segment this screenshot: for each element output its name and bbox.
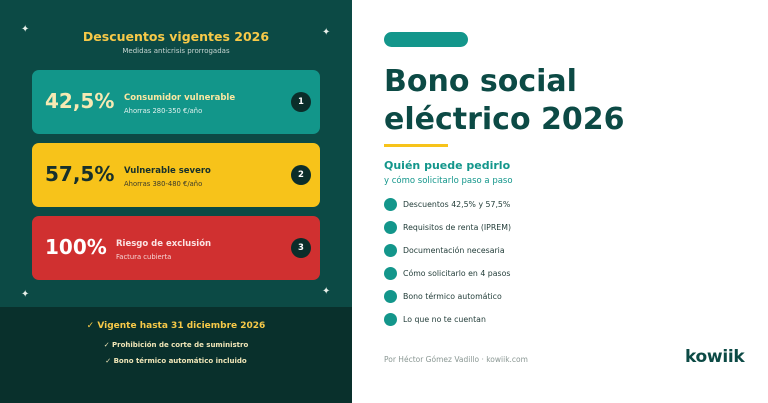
bullet-dot-icon — [384, 267, 397, 280]
card-number-badge: 3 — [291, 238, 311, 258]
bullet-dot-icon — [384, 198, 397, 211]
feature-label: Lo que no te cuentan — [403, 315, 486, 324]
discount-detail: Factura cubierta — [116, 253, 172, 261]
feature-label: Descuentos 42,5% y 57,5% — [403, 200, 511, 209]
author-credit: Por Héctor Gómez Vadillo · kowiik.com — [384, 355, 528, 364]
discount-name: Vulnerable severo — [124, 166, 211, 176]
sparkle-icon: ✦ — [21, 289, 30, 300]
category-pill — [384, 32, 468, 47]
page-title — [384, 63, 744, 139]
discount-name: Consumidor vulnerable — [124, 93, 236, 103]
discount-detail: Ahorras 280-350 €/año — [124, 107, 203, 115]
page-title-line: eléctrico 2026 — [384, 102, 625, 137]
feature-label: Bono térmico automático — [403, 292, 502, 301]
page-title-line: Bono social — [384, 64, 577, 99]
sparkle-icon: ✦ — [322, 286, 331, 297]
feature-label: Documentación necesaria — [403, 246, 505, 255]
feature-label: Cómo solicitarlo en 4 pasos — [403, 269, 511, 278]
card-number-badge: 1 — [291, 92, 311, 112]
feature-label: Requisitos de renta (IPREM) — [403, 223, 511, 232]
brand-logo[interactable]: kowiik — [685, 347, 745, 367]
discount-percent: 100% — [45, 235, 107, 259]
sparkle-icon: ✦ — [21, 24, 30, 35]
discount-percent: 42,5% — [45, 89, 115, 113]
section-subheading: y cómo solicitarlo paso a paso — [384, 176, 513, 186]
discounts-title: Descuentos vigentes 2026 — [82, 29, 270, 44]
discount-card — [32, 70, 320, 134]
bullet-dot-icon — [384, 244, 397, 257]
validity-note: ✓ Vigente hasta 31 diciembre 2026 — [86, 321, 266, 331]
bullet-dot-icon — [384, 221, 397, 234]
title-underline — [384, 144, 448, 147]
bullet-dot-icon — [384, 313, 397, 326]
bullet-dot-icon — [384, 290, 397, 303]
discount-percent: 57,5% — [45, 162, 115, 186]
card-number-badge: 2 — [291, 165, 311, 185]
benefit-note: ✓ Bono térmico automático incluido — [105, 357, 247, 365]
discount-name: Riesgo de exclusión — [116, 239, 212, 249]
discount-detail: Ahorras 380-480 €/año — [124, 180, 203, 188]
sparkle-icon: ✦ — [322, 27, 331, 38]
section-heading: Quién puede pedirlo — [384, 159, 511, 172]
discounts-subtitle: Medidas anticrisis prorrogadas — [122, 47, 230, 55]
discount-card — [32, 216, 320, 280]
discount-card — [32, 143, 320, 207]
benefit-note: ✓ Prohibición de corte de suministro — [103, 341, 249, 349]
